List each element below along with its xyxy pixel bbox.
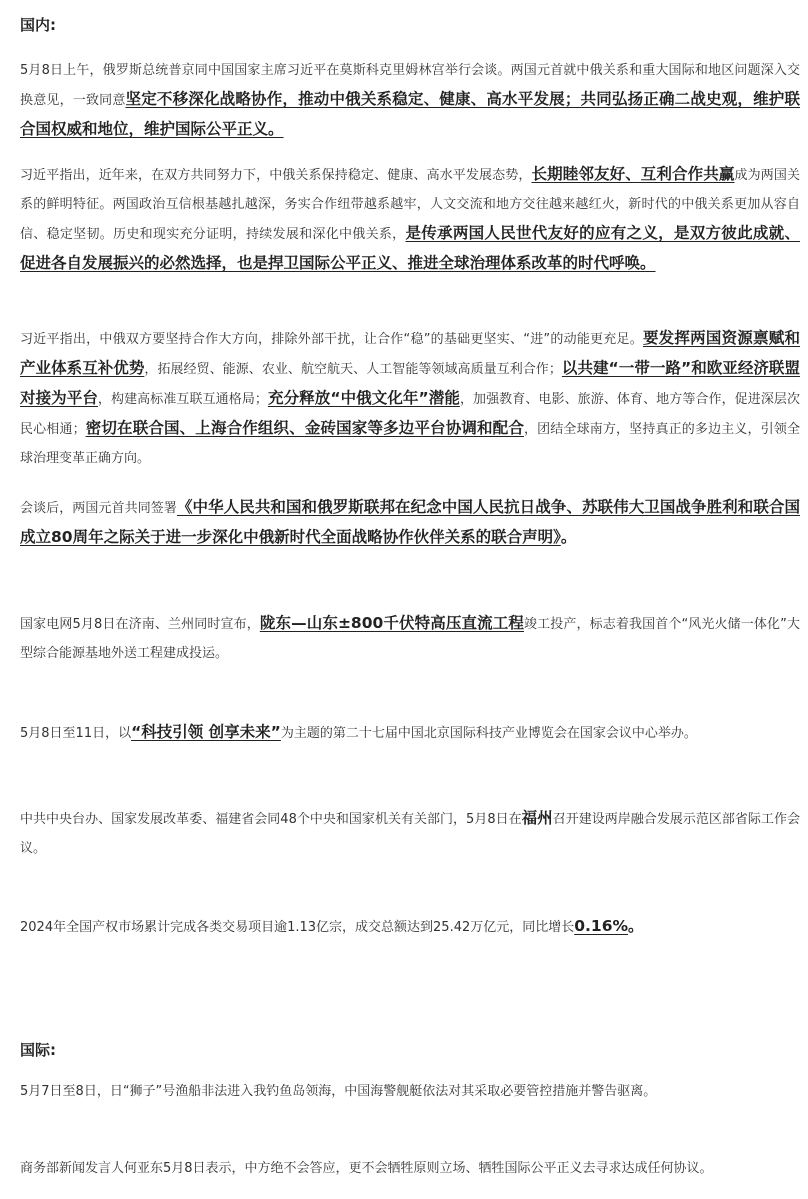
key-point: 充分释放“中俄文化年”潜能 [267, 389, 460, 407]
paragraph-diaoyu: 5月7日至8日，日“狮子”号渔船非法进入我钓鱼岛领海，中国海警舰艇依法对其采取必要管控措施并警告驱离。 [20, 1084, 657, 1099]
paragraph-summit: 5月8日上午，俄罗斯总统普京同中国国家主席习近平在莫斯科克里姆林宫举行会谈。两国元首就中俄关系和重大国际和地区问题深入交换意见，一致同意坚定不移深化战略协作，推动中俄关系稳定、健康、高水平发展；共同弘扬正确二战史观，维护联合国权威和地位，维护国际公平正义。 [20, 63, 800, 138]
section-heading-domestic: 国内: [20, 16, 56, 34]
section-heading-international: 国际: [20, 1041, 56, 1059]
paragraph-uhv-project: 国家电网5月8日在济南、兰州同时宣布，陇东—山东±800千伏特高压直流工程竣工投产，标志着我国首个“风光火储一体化”大型综合能源基地外送工程建成投运。 [20, 614, 800, 661]
paragraph-xi-remarks-1: 习近平指出，近年来，在双方共同努力下，中俄关系保持稳定、健康、高水平发展态势，长期睦邻友好、互利合作共赢成为两国关系的鲜明特征。两国政治互信根基越扎越深，务实合作纽带越系越牢，人文交流和地方交往越来越红火，新时代的中俄关系更加从容自信、稳定坚韧。历史和现实充分证明，持续发展和深化中俄关系，是传承两国人民世代友好的应有之义，是双方彼此成就、促进各自发展振兴的必然选择，也是捍卫国际公平正义、推进全球治理体系改革的时代呼唤。 [20, 165, 800, 272]
key-point: 密切在联合国、上海合作组织、金砖国家等多边平台协调和配合 [85, 419, 524, 437]
key-point: 以共建“一带一路”和欧亚经济联盟对接为平台 [20, 359, 800, 407]
key-point: “科技引领 创享未来” [131, 723, 281, 741]
key-point: 长期睦邻友好、互利合作共赢 [531, 165, 735, 183]
paragraph-joint-statement: 会谈后，两国元首共同签署《中华人民共和国和俄罗斯联邦在纪念中国人民抗日战争、苏联伟大卫国战争胜利和联合国成立80周年之际关于进一步深化中俄新时代全面战略协作伙伴关系的联合声明》。 [20, 498, 800, 546]
paragraph-xi-remarks-2: 习近平指出，中俄双方要坚持合作大方向，排除外部干扰，让合作“稳”的基础更坚实、“进”的动能更充足。要发挥两国资源禀赋和产业体系互补优势，拓展经贸、能源、农业、航空航天、人工智能等领域高质量互利合作；以共建“一带一路”和欧亚经济联盟对接为平台，构建高标准互联互通格局；充分释放“中俄文化年”潜能，加强教育、电影、旅游、体育、地方等合作，促进深层次民心相通；密切在联合国、上海合作组织、金砖国家等多边平台协调和配合，团结全球南方，坚持真正的多边主义，引领全球治理变革正确方向。 [20, 329, 800, 466]
key-point: 坚定不移深化战略协作，推动中俄关系稳定、健康、高水平发展；共同弘扬正确二战史观，维护联合国权威和地位，维护国际公平正义。 [20, 90, 800, 138]
paragraph-tech-expo: 5月8日至11日，以“科技引领 创享未来”为主题的第二十七届中国北京国际科技产业博览会在国家会议中心举办。 [20, 723, 697, 741]
key-point: 福州 [521, 809, 553, 827]
paragraph-mofcom: 商务部新闻发言人何亚东5月8日表示，中方绝不会答应，更不会牺牲原则立场、牺牲国际公平正义去寻求达成任何协议。 [20, 1161, 713, 1176]
joint-statement-title: 《中华人民共和国和俄罗斯联邦在纪念中国人民抗日战争、苏联伟大卫国战争胜利和联合国成立80周年之际关于进一步深化中俄新时代全面战略协作伙伴关系的联合声明》 [20, 498, 800, 546]
paragraph-cross-strait: 中共中央台办、国家发展改革委、福建省会同48个中央和国家机关有关部门，5月8日在福州召开建设两岸融合发展示范区部省际工作会议。 [20, 809, 800, 856]
key-point: 陇东—山东±800千伏特高压直流工程 [259, 614, 524, 632]
key-point: 要发挥两国资源禀赋和产业体系互补优势 [20, 329, 800, 377]
key-point: 0.16% [574, 917, 629, 935]
paragraph-property-market: 2024年全国产权市场累计完成各类交易项目逾1.13亿宗，成交总额达到25.42万亿元，同比增长0.16%。 [20, 917, 644, 935]
key-point: 是传承两国人民世代友好的应有之义，是双方彼此成就、促进各自发展振兴的必然选择，也是捍卫国际公平正义、推进全球治理体系改革的时代呼唤。 [20, 224, 800, 272]
